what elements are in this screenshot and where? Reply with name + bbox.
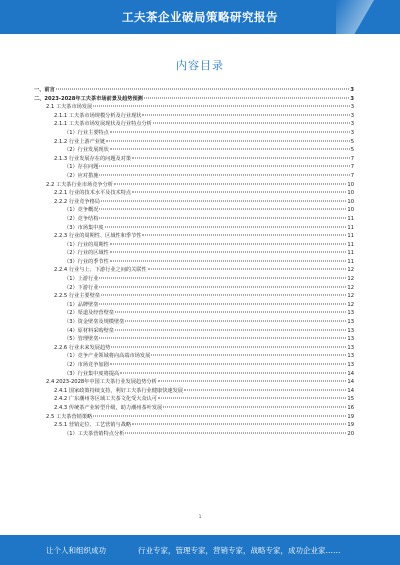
- toc-entry-page: 13: [347, 362, 354, 368]
- toc-entry-label: （2）行业的区域性: [64, 250, 109, 257]
- toc-entry-label: （2）渠道及经营壁垒: [64, 310, 114, 317]
- toc-leader-dots: [115, 329, 346, 330]
- page-number: 1: [198, 515, 202, 520]
- toc-entry-label: （1）存在问题: [64, 164, 99, 171]
- toc-entry[interactable]: [34, 129, 354, 138]
- toc-entry[interactable]: [34, 215, 354, 224]
- toc-entry-label: （2）下游行业: [64, 284, 99, 291]
- toc-entry[interactable]: [34, 292, 354, 301]
- toc-entry-label: 2.1.2 行业上游产业链: [54, 138, 106, 145]
- toc-entry-label: 2.5 工夫茶营销策略: [46, 413, 93, 420]
- toc-leader-dots: [132, 424, 346, 425]
- toc-entry-label: 2.2 工夫茶行业市场竞争分析: [46, 181, 113, 188]
- toc-entry-page: 13: [347, 344, 354, 351]
- toc-entry-label: 二、2023-2028年工夫茶市场前景及趋势预测: [34, 95, 143, 102]
- toc-entry-label: 2.1.1 工夫茶市场规模分析及行业现状: [54, 112, 142, 119]
- toc-leader-dots: [142, 235, 346, 236]
- toc-entry-page: 19: [347, 422, 354, 429]
- toc-entry-page: 12: [347, 276, 354, 283]
- toc-entry[interactable]: [34, 344, 354, 353]
- toc-entry-page: 16: [347, 404, 354, 411]
- toc-leader-dots: [99, 174, 349, 175]
- toc-entry[interactable]: [34, 155, 354, 164]
- toc-leader-dots: [144, 97, 350, 98]
- toc-leader-dots: [101, 200, 346, 201]
- toc-entry-page: 14: [347, 370, 354, 377]
- toc-entry[interactable]: [34, 189, 354, 198]
- toc-entry-label: 2.1.3 行业发展存在的问题及对策: [54, 155, 132, 162]
- toc-leader-dots: [56, 89, 350, 90]
- toc-entry-page: 3: [350, 104, 354, 111]
- toc-leader-dots: [110, 131, 350, 132]
- toc-entry-label: 2.2.2 行业竞争格局: [54, 198, 100, 205]
- toc-leader-dots: [99, 278, 346, 279]
- toc-entry-page: 19: [347, 413, 354, 420]
- toc-entry[interactable]: [34, 352, 354, 361]
- toc-entry-page: 12: [347, 284, 354, 291]
- toc-entry[interactable]: [34, 318, 354, 327]
- toc-entry[interactable]: [34, 370, 354, 379]
- toc-leader-dots: [163, 406, 346, 407]
- toc-entry-label: （2）市场竞争加剧: [64, 362, 109, 368]
- toc-entry-label: 2.2.4 行业与上、下游行业之间的关联性: [54, 267, 147, 274]
- toc-entry-label: （2）行业发展现状: [64, 147, 109, 154]
- toc-entry-label: （2）应对措施: [64, 172, 99, 179]
- toc-leader-dots: [151, 355, 346, 356]
- toc-leader-dots: [120, 372, 346, 373]
- toc-entry-label: （1）竞争产业领域将向高端市场发展: [64, 353, 151, 360]
- toc-entry[interactable]: [34, 198, 354, 207]
- toc-entry-label: （3）行业集中度将提高: [64, 370, 120, 377]
- footer-experts: 行业专家，管理专家，营销专家，战略专家，成功企业家……: [138, 546, 341, 555]
- toc-leader-dots: [153, 123, 350, 124]
- toc-entry-page: 7: [350, 172, 354, 179]
- toc-entry[interactable]: [34, 266, 354, 275]
- toc-entry-label: 2.2.3 行业的周期性、区域性和季节性: [54, 233, 142, 240]
- toc-entry[interactable]: [34, 103, 354, 112]
- toc-entry-page: 3: [350, 121, 354, 128]
- toc-leader-dots: [99, 166, 349, 167]
- toc-entry-page: 5: [350, 147, 354, 154]
- report-title: 工夫茶企业破局策略研究报告: [122, 10, 278, 24]
- toc-leader-dots: [99, 338, 346, 339]
- toc-entry-label: 2.4.3 传统茶产业转型升级，助力潮州茶叶发展: [54, 404, 163, 411]
- toc-leader-dots: [110, 149, 350, 150]
- toc-entry-label: 2.2.1 行业的技术水平及技术特点: [54, 190, 132, 197]
- toc-entry-page: 10: [347, 190, 354, 197]
- toc-leader-dots: [105, 226, 347, 227]
- toc-entry-page: 3: [350, 129, 354, 136]
- toc-leader-dots: [101, 295, 346, 296]
- toc-leader-dots: [125, 432, 346, 433]
- toc-entry-page: 13: [347, 336, 354, 343]
- toc-leader-dots: [114, 183, 346, 184]
- toc-leader-dots: [93, 106, 349, 107]
- toc-entry-page: 10: [347, 181, 354, 188]
- toc-heading: 内容目录: [176, 59, 224, 72]
- toc-leader-dots: [99, 286, 346, 287]
- toc-entry[interactable]: [34, 335, 354, 344]
- page-footer: [0, 535, 400, 565]
- toc-leader-dots: [106, 140, 350, 141]
- toc-leader-dots: [132, 157, 350, 158]
- page-header: [0, 0, 400, 34]
- toc-entry-label: 2.2.5 行业主要壁垒: [54, 293, 100, 300]
- toc-entry[interactable]: [34, 86, 354, 95]
- toc-entry-page: 11: [347, 258, 354, 265]
- toc-entry-label: （1）竞争概况: [64, 207, 99, 214]
- toc-leader-dots: [111, 346, 346, 347]
- toc-entry-label: 2.4.2 广东潮州等区域工夫茶文化受大众认可: [54, 396, 158, 403]
- toc-entry-page: 10: [347, 198, 354, 205]
- toc-leader-dots: [99, 209, 346, 210]
- toc-entry-label: （1）品牌壁垒: [64, 301, 99, 308]
- toc-entry[interactable]: [34, 172, 354, 181]
- toc-entry-label: 2.1 工夫茶市场发展: [46, 104, 93, 111]
- table-of-contents: [34, 86, 354, 438]
- toc-entry-page: 11: [347, 224, 354, 231]
- toc-entry[interactable]: [34, 249, 354, 258]
- footer-slogan: 让个人和组织成功: [46, 546, 106, 555]
- toc-entry-label: 2.1.1 工夫茶市场发展现状及行业特点分析: [54, 121, 152, 128]
- toc-entry-label: （1）行业主要特点: [64, 129, 109, 136]
- toc-entry[interactable]: [34, 301, 354, 310]
- toc-leader-dots: [110, 364, 347, 365]
- toc-entry-page: 20: [347, 430, 354, 437]
- toc-entry[interactable]: [34, 163, 354, 172]
- toc-entry-page: 11: [347, 250, 354, 257]
- toc-leader-dots: [93, 415, 346, 416]
- toc-entry-label: （4）原材料采购壁垒: [64, 327, 114, 334]
- toc-entry-label: 一、前言: [34, 87, 55, 93]
- toc-leader-dots: [115, 312, 346, 313]
- toc-entry[interactable]: [34, 138, 354, 147]
- toc-entry[interactable]: [34, 258, 354, 267]
- toc-entry-page: 13: [347, 327, 354, 334]
- toc-entry[interactable]: [34, 361, 354, 370]
- toc-entry-label: （3）市场集中度: [64, 224, 104, 231]
- toc-entry[interactable]: [34, 181, 354, 190]
- toc-entry-page: 12: [347, 293, 354, 300]
- toc-entry-label: （1）上游行业: [64, 276, 99, 283]
- toc-entry-page: 12: [347, 301, 354, 308]
- toc-leader-dots: [110, 260, 347, 261]
- toc-entry-label: 2.4 2023-2028年中国工夫茶行业发展趋势分析: [46, 379, 157, 386]
- toc-leader-dots: [110, 243, 347, 244]
- toc-entry-label: 2.5.1 营销定位、工艺营销与战略: [54, 422, 132, 429]
- toc-entry[interactable]: [34, 275, 354, 284]
- toc-entry[interactable]: [34, 224, 354, 233]
- toc-entry[interactable]: [34, 395, 354, 404]
- toc-entry-label: （2）竞争结构: [64, 215, 99, 222]
- toc-entry-page: 5: [350, 138, 354, 145]
- toc-leader-dots: [158, 398, 346, 399]
- toc-entry-label: 2.2.6 行业未来发展趋势: [54, 344, 111, 351]
- toc-entry-label: （5）管理壁垒: [64, 336, 99, 343]
- toc-entry-page: 3: [350, 95, 354, 102]
- toc-entry[interactable]: [34, 378, 354, 387]
- toc-entry-label: （3）行业的季节性: [64, 258, 109, 265]
- toc-leader-dots: [125, 321, 346, 322]
- toc-entry-label: （3）资金壁垒及规模壁垒: [64, 319, 125, 326]
- toc-entry-page: 14: [347, 379, 354, 386]
- toc-leader-dots: [99, 217, 346, 218]
- toc-entry-page: 7: [350, 155, 354, 162]
- toc-leader-dots: [148, 269, 347, 270]
- toc-entry-page: 13: [347, 310, 354, 317]
- toc-entry-label: 2.4.1 国家政策持续支持，利好工夫茶行业健康快速发展: [54, 387, 183, 394]
- toc-entry[interactable]: [34, 404, 354, 413]
- toc-entry-label: （1）工夫茶营销特点分析: [64, 430, 125, 437]
- toc-entry[interactable]: [34, 387, 354, 396]
- toc-entry[interactable]: [34, 232, 354, 241]
- toc-entry[interactable]: [34, 284, 354, 293]
- toc-leader-dots: [158, 381, 347, 382]
- toc-entry-page: 11: [347, 241, 354, 248]
- toc-entry-label: （1）行业的周期性: [64, 241, 109, 248]
- toc-leader-dots: [110, 252, 347, 253]
- toc-entry[interactable]: [34, 430, 354, 439]
- toc-entry[interactable]: [34, 241, 354, 250]
- toc-entry[interactable]: [34, 112, 354, 121]
- toc-entry-page: 13: [347, 353, 354, 360]
- toc-entry-page: 14: [347, 387, 354, 394]
- toc-entry-page: 11: [347, 215, 354, 222]
- toc-entry[interactable]: [34, 95, 354, 104]
- toc-entry[interactable]: [34, 327, 354, 336]
- toc-entry[interactable]: [34, 413, 354, 422]
- toc-entry[interactable]: [34, 206, 354, 215]
- toc-entry-page: 7: [350, 164, 354, 171]
- toc-entry-page: 3: [350, 87, 354, 93]
- toc-entry[interactable]: [34, 309, 354, 318]
- toc-entry-page: 11: [347, 233, 354, 240]
- toc-leader-dots: [142, 114, 349, 115]
- toc-entry-page: 13: [347, 319, 354, 326]
- toc-entry-page: 12: [347, 267, 354, 274]
- toc-leader-dots: [184, 389, 346, 390]
- toc-entry-page: 15: [347, 396, 354, 403]
- toc-leader-dots: [99, 303, 346, 304]
- toc-entry-page: 3: [350, 112, 354, 119]
- toc-entry[interactable]: [34, 146, 354, 155]
- toc-entry[interactable]: [34, 120, 354, 129]
- toc-leader-dots: [132, 192, 346, 193]
- toc-entry[interactable]: [34, 421, 354, 430]
- toc-entry-page: 10: [347, 207, 354, 214]
